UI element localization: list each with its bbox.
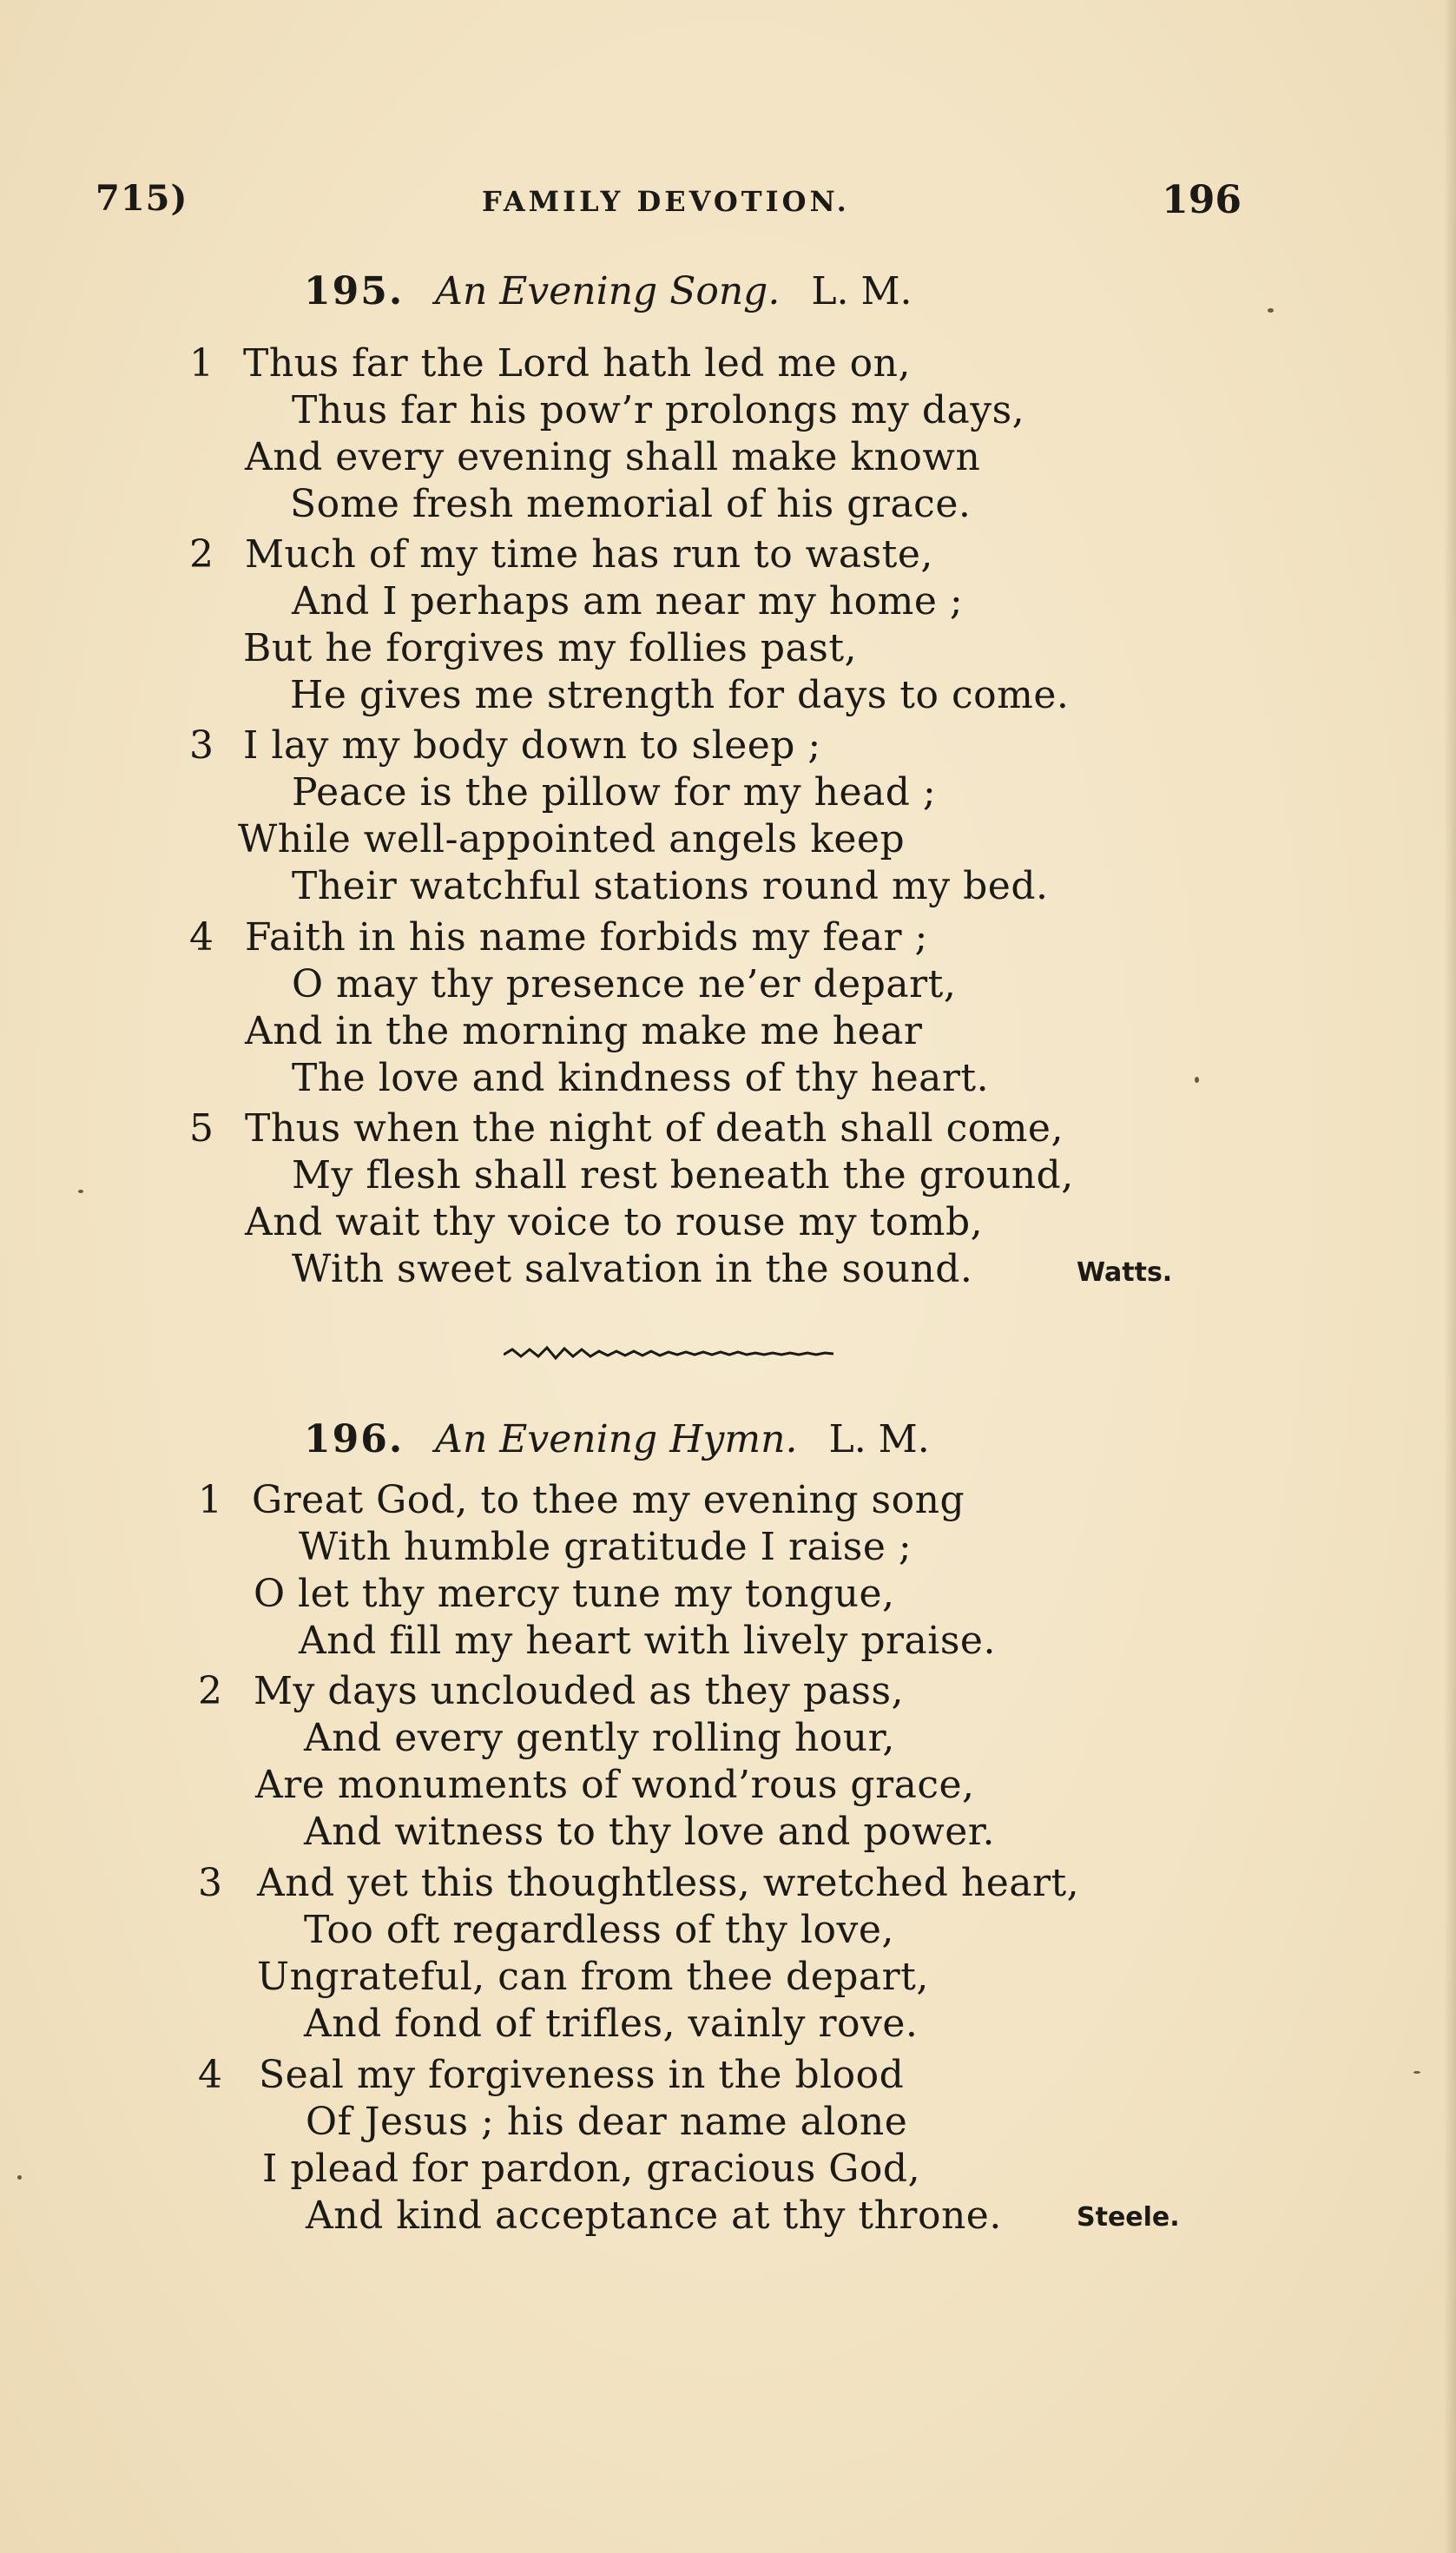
verse-number: 5 — [189, 1106, 214, 1151]
paper-speck — [17, 2175, 22, 2180]
paper-speck — [1413, 2071, 1420, 2074]
verse-line: And every evening shall make known — [245, 435, 981, 479]
paper-speck — [78, 1190, 83, 1193]
verse-number: 2 — [189, 532, 214, 577]
verse-line: And witness to thy love and power. — [304, 1810, 995, 1854]
hymn-number: 196. — [304, 1417, 405, 1461]
author-attribution: Watts. — [1077, 1257, 1173, 1288]
verse-line: Some fresh memorial of his grace. — [290, 482, 972, 526]
hymn-meter: L. M. — [811, 269, 912, 313]
verse-line: But he forgives my follies past, — [243, 626, 858, 670]
verse-line: Ungrateful, can from thee depart, — [257, 1955, 929, 1999]
verse-line: O let thy mercy tune my tongue, — [254, 1572, 895, 1616]
verse-line: My days unclouded as they pass, — [254, 1669, 905, 1713]
verse-line: And kind acceptance at thy throne. — [306, 2193, 1002, 2238]
verse-line: And in the morning make me hear — [245, 1009, 923, 1053]
verse-line: With sweet salvation in the sound. — [292, 1247, 973, 1291]
verse-line: Their watchful stations round my bed. — [292, 864, 1049, 908]
verse-line: Faith in his name forbids my fear ; — [245, 915, 928, 960]
verse-line: Too oft regardless of thy love, — [304, 1908, 894, 1952]
verse-line: Of Jesus ; his dear name alone — [306, 2100, 908, 2144]
verse-line: And wait thy voice to rouse my tomb, — [245, 1200, 984, 1244]
verse-number: 3 — [198, 1861, 222, 1905]
verse-number: 4 — [198, 2053, 222, 2097]
verse-line: My flesh shall rest beneath the ground, — [292, 1153, 1074, 1197]
verse-line: And fill my heart with lively praise. — [299, 1619, 996, 1663]
hymn-196-title — [304, 1417, 930, 1461]
verse-number: 1 — [189, 341, 214, 386]
running-head-title: FAMILY DEVOTION. — [482, 185, 850, 218]
hymn-name: An Evening Song. — [435, 269, 781, 313]
verse-line: Thus far the Lord hath led me on, — [243, 341, 911, 386]
verse-line: Thus far his pow’r prolongs my days, — [292, 388, 1025, 432]
verse-line: He gives me strength for days to come. — [290, 673, 1070, 717]
hymn-number: 195. — [304, 269, 405, 313]
verse-line: Much of my time has run to waste, — [245, 532, 933, 577]
verse-number: 1 — [198, 1478, 222, 1522]
verse-line: The love and kindness of thy heart. — [292, 1056, 990, 1100]
verse-line: And I perhaps am near my home ; — [292, 579, 964, 623]
hymn-195-title — [304, 269, 912, 313]
author-attribution: Steele. — [1077, 2202, 1180, 2233]
running-head-left: 715) — [96, 178, 188, 219]
page-number: 196 — [1162, 178, 1242, 222]
verse-line: Seal my forgiveness in the blood — [259, 2053, 905, 2097]
paper-speck — [1195, 1077, 1199, 1083]
verse-line: With humble gratitude I raise ; — [299, 1525, 912, 1569]
verse-line: Are monuments of wond’rous grace, — [255, 1763, 975, 1807]
verse-line: Great God, to thee my evening song — [252, 1478, 965, 1522]
paper-speck — [1268, 308, 1274, 313]
ornamental-rule-divider — [504, 1344, 833, 1362]
verse-line: And yet this thoughtless, wretched heart, — [257, 1861, 1080, 1905]
verse-line: And every gently rolling hour, — [304, 1716, 895, 1760]
hymn-meter: L. M. — [828, 1417, 930, 1461]
verse-line: Peace is the pillow for my head ; — [292, 770, 937, 815]
verse-number: 2 — [198, 1669, 222, 1713]
verse-line: Thus when the night of death shall come, — [245, 1106, 1064, 1151]
hymn-name: An Evening Hymn. — [435, 1417, 798, 1461]
verse-line: I lay my body down to sleep ; — [243, 723, 821, 768]
verse-line: While well-appointed angels keep — [238, 817, 906, 861]
page-edge-shadow — [1444, 0, 1456, 2553]
verse-line: And fond of trifles, vainly rove. — [304, 2002, 919, 2046]
running-head — [96, 178, 1242, 230]
verse-line: O may thy presence ne’er depart, — [292, 962, 957, 1006]
verse-line: I plead for pardon, gracious God, — [262, 2147, 921, 2191]
verse-number: 3 — [189, 723, 214, 768]
verse-number: 4 — [189, 915, 214, 960]
